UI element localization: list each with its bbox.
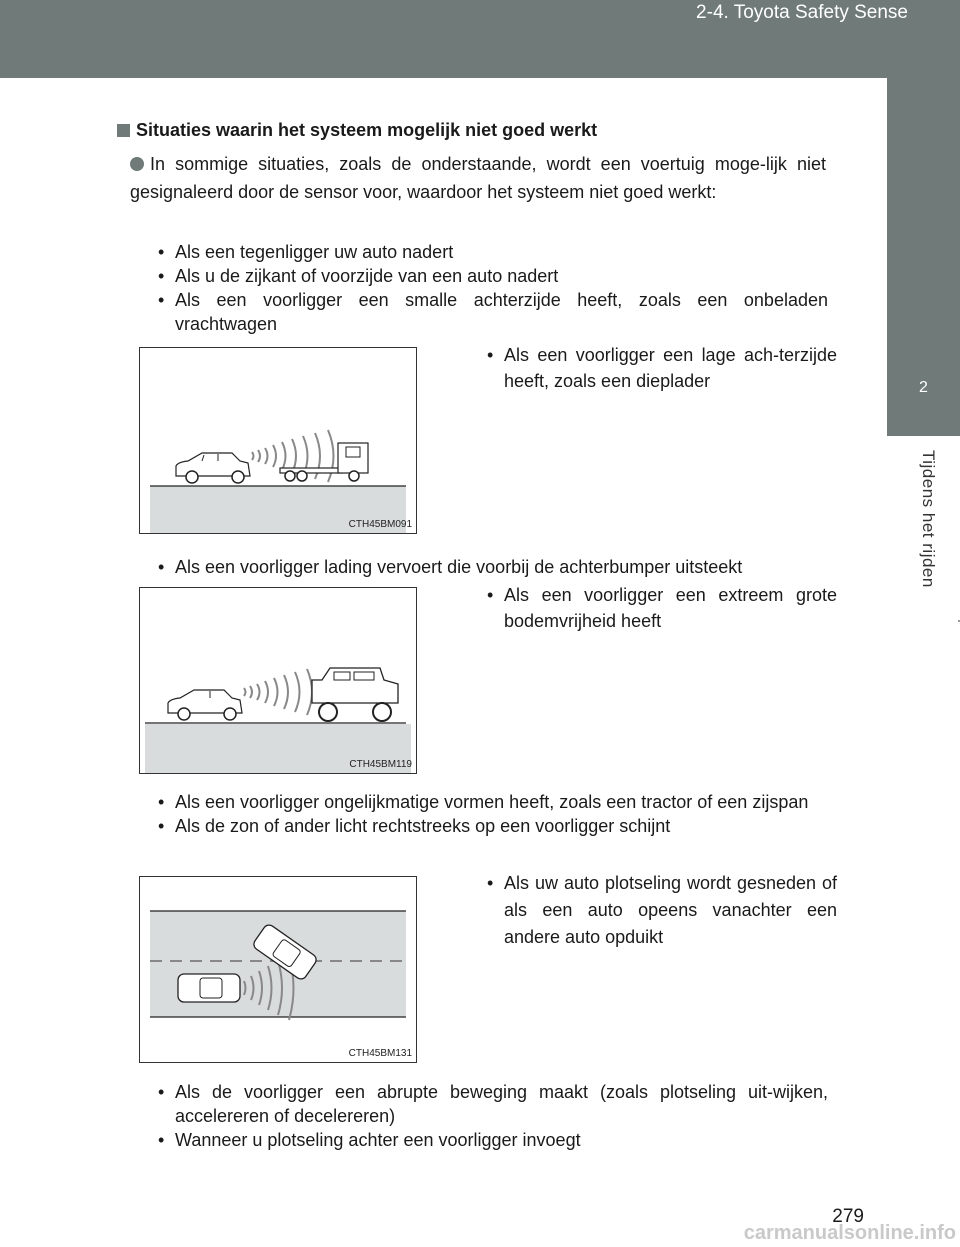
watermark: carmanualsonline.info <box>743 1222 956 1244</box>
side-tab-upper <box>887 78 960 340</box>
bullet-list-4 <box>158 1080 828 1152</box>
header-section-title: 2-4. Toyota Safety Sense <box>696 2 908 23</box>
figure-cut-in <box>139 876 417 1063</box>
high-clearance-illustration <box>140 588 416 773</box>
square-bullet-icon <box>117 124 130 137</box>
header-band <box>0 0 960 78</box>
figure-lowbed-truck <box>139 347 417 534</box>
figure-caption-2: • Als een voorligger een extreem grote bodemvrijheid heeft <box>487 582 837 634</box>
intro-text: In sommige situaties, zoals de onderstaande, wordt een voertuig moge-lijk niet gesignaleerd door de sensor voor, waardoor het systeem niet goed werkt: <box>130 154 826 202</box>
lowbed-truck-illustration <box>140 348 416 533</box>
list-item: • Als een tegenligger uw auto nadert <box>158 240 828 264</box>
figure-high-clearance <box>139 587 417 774</box>
bullet-list-1 <box>158 240 828 336</box>
section-heading-text: Situaties waarin het systeem mogelijk niet goed werkt <box>136 120 598 140</box>
section-heading <box>117 120 597 141</box>
cut-in-illustration <box>140 877 416 1062</box>
list-item: • Als een voorligger lading vervoert die voorbij de achterbumper uitsteekt <box>158 555 828 579</box>
figure-code: CTH45BM119 <box>349 759 412 770</box>
list-item: • Als een voorligger ongelijkmatige vormen heeft, zoals een tractor of een zijspan <box>158 790 828 814</box>
figure-code: CTH45BM131 <box>348 1048 412 1059</box>
list-item: • Als een voorligger een smalle achterzijde heeft, zoals een onbeladen vrachtwagen <box>158 288 828 336</box>
bullet-list-3 <box>158 790 828 838</box>
chapter-number-tab: 2 <box>887 340 960 436</box>
figure-caption-3: • Als uw auto plotseling wordt gesneden of als een auto opeens vanachter een andere auto opduikt <box>487 870 837 951</box>
list-item: • Als u de zijkant of voorzijde van een auto nadert <box>158 264 828 288</box>
list-item: • Als de zon of ander licht rechtstreeks op een voorligger schijnt <box>158 814 828 838</box>
list-item: • Wanneer u plotseling achter een voorligger invoegt <box>158 1128 828 1152</box>
intro-paragraph <box>130 150 826 206</box>
figure-caption-1: • Als een voorligger een lage ach-terzijde heeft, zoals een dieplader <box>487 342 837 394</box>
page-number: 279 <box>832 1206 864 1227</box>
figure-code: CTH45BM091 <box>348 519 412 530</box>
chapter-label: Tijdens het rijden <box>919 450 938 588</box>
bullet-list-2 <box>158 555 828 579</box>
list-item: • Als de voorligger een abrupte beweging maakt (zoals plotseling uit-wijken, accelereren of decelereren) <box>158 1080 828 1128</box>
circle-bullet-icon <box>130 157 144 171</box>
